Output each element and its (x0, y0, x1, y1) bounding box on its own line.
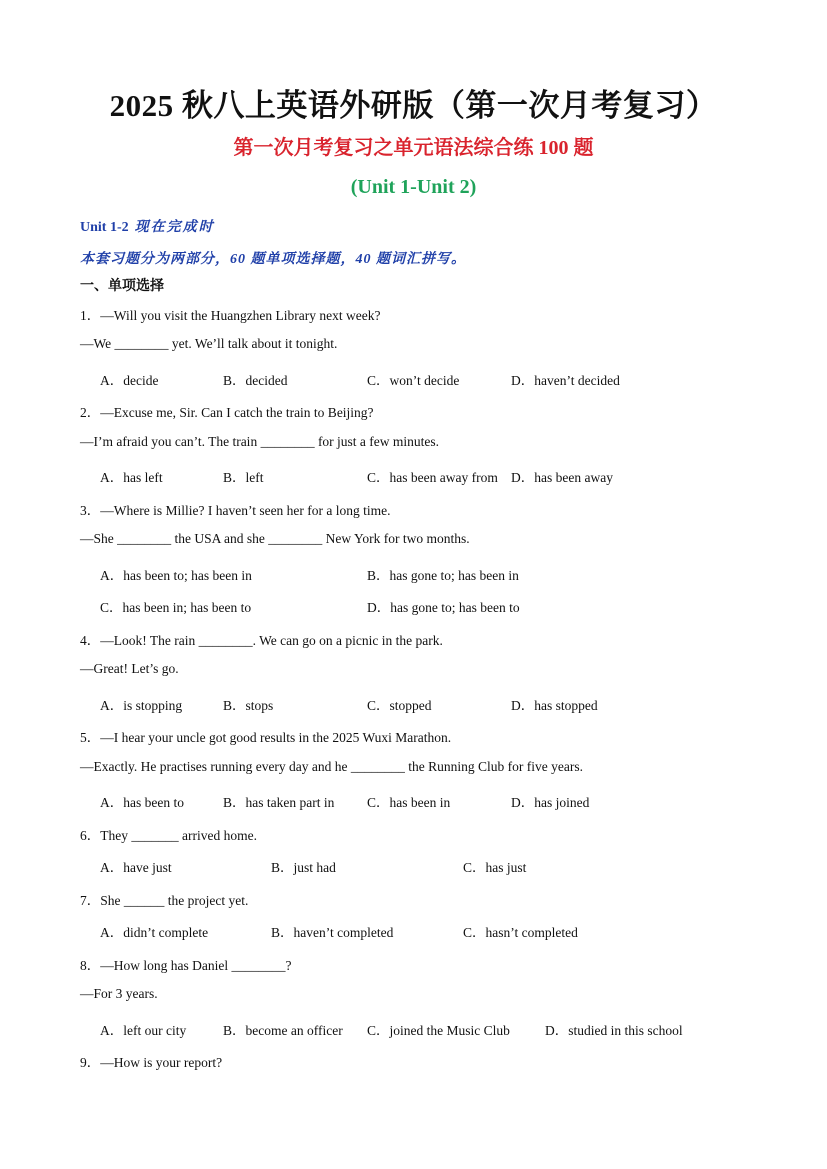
question-2-option-d: D．has been away (511, 470, 613, 485)
question-6: 6．They _______ arrived home. (80, 828, 257, 843)
question-4: 4．—Look! The rain ________. We can go on a picnic in the park. (80, 633, 443, 648)
question-4-option-b: B．stops (223, 698, 274, 713)
question-1-dialogue: —We ________ yet. We’ll talk about it tonight. (80, 336, 338, 351)
unit-range: (Unit 1-Unit 2) (350, 176, 477, 198)
question-5-option-a: A．has been to (100, 795, 184, 810)
question-3-option-a: A．has been to; has been in (100, 568, 252, 583)
question-7: 7．She ______ the project yet. (80, 893, 249, 908)
question-7-option-c: C．hasn’t completed (463, 925, 578, 940)
document-subtitle: 第一次月考复习之单元语法综合练 100 题 (233, 137, 594, 159)
question-4-option-a: A．is stopping (100, 698, 183, 713)
section-label-suffix: 现在完成时 (134, 220, 215, 235)
question-2-option-b: B．left (223, 470, 264, 485)
question-5-option-c: C．has been in (367, 795, 451, 810)
question-8-option-b: B．become an officer (223, 1023, 343, 1038)
question-8-option-a: A．left our city (100, 1023, 187, 1038)
question-8: 8．—How long has Daniel ________? (80, 958, 292, 973)
question-3: 3．—Where is Millie? I haven’t seen her for a long time. (80, 503, 391, 518)
question-6-option-c: C．has just (463, 860, 527, 875)
part-heading: 一、单项选择 (80, 279, 164, 294)
question-1: 1．—Will you visit the Huangzhen Library next week? (80, 308, 381, 323)
question-8-option-c: C．joined the Music Club (367, 1023, 510, 1038)
question-6-option-b: B．just had (271, 860, 336, 875)
question-2-option-a: A．has left (100, 470, 163, 485)
section-label: Unit 1-2 (80, 220, 129, 235)
question-2-option-c: C．has been away from (367, 470, 498, 485)
question-4-option-d: D．has stopped (511, 698, 598, 713)
question-6-option-a: A．have just (100, 860, 172, 875)
question-7-option-a: A．didn’t complete (100, 925, 209, 940)
section-heading (80, 216, 215, 236)
question-1-option-d: D．haven’t decided (511, 373, 620, 388)
question-1-option-c: C．won’t decide (367, 373, 460, 388)
question-5-option-d: D．has joined (511, 795, 590, 810)
question-2: 2．—Excuse me, Sir. Can I catch the train to Beijing? (80, 405, 374, 420)
question-3-option-c: C．has been in; has been to (100, 600, 252, 615)
question-5-dialogue: —Exactly. He practises running every day and he ________ the Running Club for five years. (80, 759, 583, 774)
question-1-option-b: B．decided (223, 373, 288, 388)
question-8-option-d: D．studied in this school (545, 1023, 683, 1038)
question-9: 9．—How is your report? (80, 1055, 223, 1070)
question-3-option-d: D．has gone to; has been to (367, 600, 520, 615)
question-7-option-b: B．haven’t completed (271, 925, 394, 940)
question-8-dialogue: —For 3 years. (80, 986, 158, 1001)
question-2-dialogue: —I’m afraid you can’t. The train ________ for just a few minutes. (80, 434, 440, 449)
question-5: 5．—I hear your uncle got good results in the 2025 Wuxi Marathon. (80, 730, 452, 745)
question-1-option-a: A．decide (100, 373, 159, 388)
section-description: 本套习题分为两部分，60 题单项选择题，40 题词汇拼写。 (80, 252, 466, 267)
question-5-option-b: B．has taken part in (223, 795, 335, 810)
question-4-dialogue: —Great! Let’s go. (80, 661, 179, 676)
question-4-option-c: C．stopped (367, 698, 432, 713)
question-3-dialogue: —She ________ the USA and she ________ New York for two months. (80, 531, 470, 546)
question-3-option-b: B．has gone to; has been in (367, 568, 519, 583)
document-title: 2025 秋八上英语外研版（第一次月考复习） (109, 88, 718, 123)
